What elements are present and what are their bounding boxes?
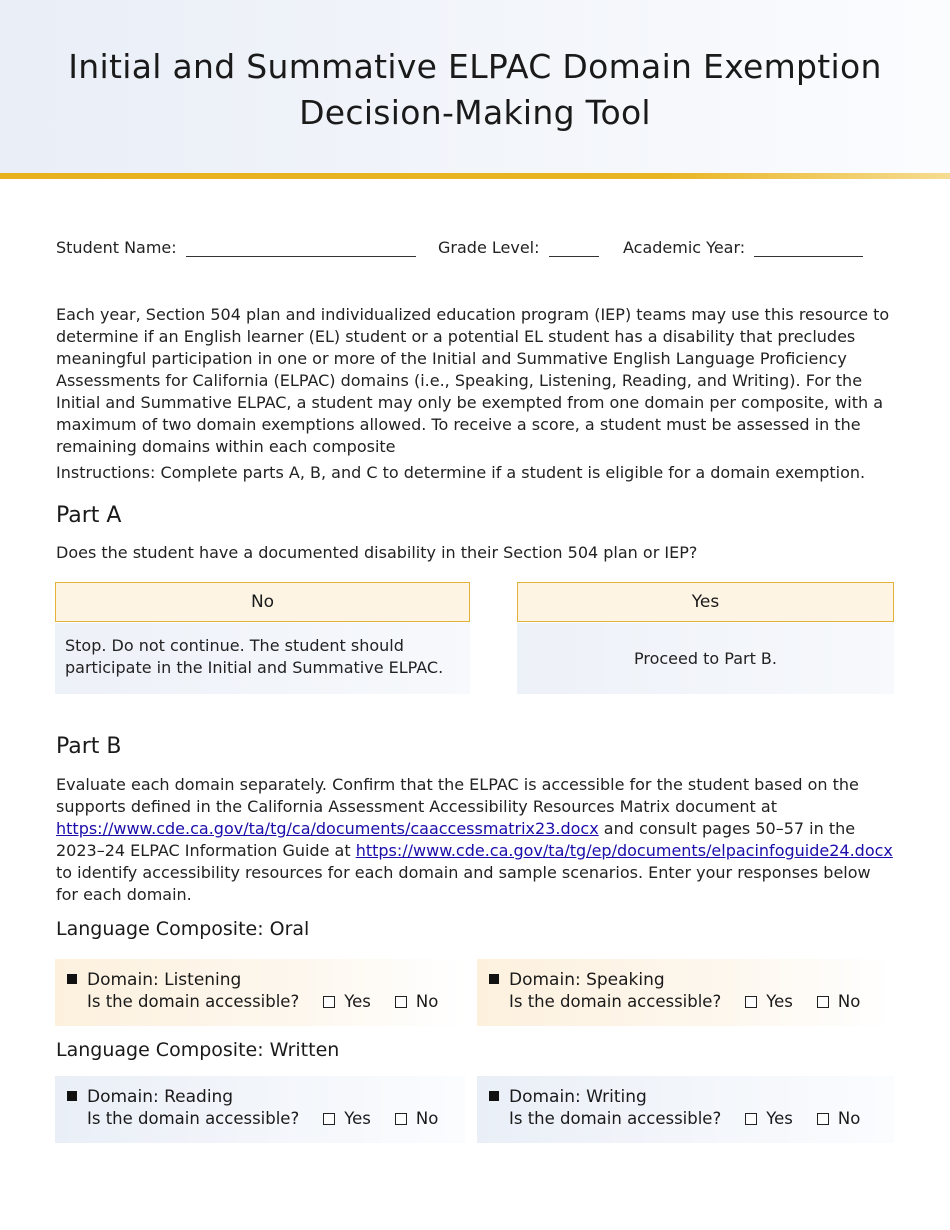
academic-year-field bbox=[623, 238, 863, 257]
student-info-row bbox=[56, 238, 910, 260]
speaking-yes-checkbox[interactable] bbox=[745, 996, 757, 1008]
domain-reading-label: Domain: Reading bbox=[87, 1087, 234, 1107]
student-name-field bbox=[56, 238, 416, 257]
domain-speaking-label: Domain: Speaking bbox=[509, 970, 665, 990]
academic-year-input[interactable] bbox=[754, 238, 863, 257]
grade-level-label: Grade Level: bbox=[438, 238, 540, 257]
bullet-icon bbox=[67, 974, 77, 984]
page-title bbox=[0, 44, 950, 136]
yes-label: Yes bbox=[766, 992, 793, 1011]
title-line-1: Initial and Summative ELPAC Domain Exemption bbox=[68, 47, 882, 86]
bullet-icon bbox=[489, 974, 499, 984]
instructions-text: Instructions: Complete parts A, B, and C to determine if a student is eligible for a domain exemption. bbox=[56, 463, 866, 482]
yes-label: Yes bbox=[344, 992, 371, 1011]
part-a-no-header: No bbox=[55, 582, 470, 622]
domain-listening bbox=[55, 959, 465, 1026]
part-a-yes-header: Yes bbox=[517, 582, 894, 622]
academic-year-label: Academic Year: bbox=[623, 238, 746, 257]
oral-composite-heading: Language Composite: Oral bbox=[56, 918, 310, 940]
accessible-question: Is the domain accessible? bbox=[509, 992, 722, 1011]
part-a-no-content: Stop. Do not continue. The student should participate in the Initial and Summative ELPAC. bbox=[55, 623, 470, 694]
part-b-text-2: and consult pages 50–57 in the 2023–24 ELPAC Information Guide at bbox=[56, 819, 856, 860]
domain-writing-label: Domain: Writing bbox=[509, 1087, 647, 1107]
domain-reading bbox=[55, 1076, 465, 1143]
writing-yes-checkbox[interactable] bbox=[745, 1113, 757, 1125]
domain-speaking bbox=[477, 959, 894, 1026]
part-b-text-3: to identify accessibility resources for each domain and sample scenarios. Enter your responses below for each domain. bbox=[56, 863, 871, 904]
part-a-yes-content: Proceed to Part B. bbox=[517, 623, 894, 694]
speaking-no-checkbox[interactable] bbox=[817, 996, 829, 1008]
writing-no-checkbox[interactable] bbox=[817, 1113, 829, 1125]
intro-paragraph: Each year, Section 504 plan and individualized education program (IEP) teams may use this resource to determine if an English learner (EL) student or a potential EL student has a disability that precludes meaningful participation in one or more of the Initial and Summative English Language Proficiency Assessments for California (ELPAC) domains (i.e., Speaking, Listening, Reading, and Writing). For the Initial and Summative ELPAC, a student may only be exempted from one domain per composite, with a maximum of two domain exemptions allowed. To receive a score, a student must be assessed in the remaining domains within each composite bbox=[56, 305, 890, 456]
part-a-question: Does the student have a documented disability in their Section 504 plan or IEP? bbox=[56, 543, 698, 562]
domain-writing bbox=[477, 1076, 894, 1143]
reading-yes-checkbox[interactable] bbox=[323, 1113, 335, 1125]
student-name-input[interactable] bbox=[186, 238, 416, 257]
accessible-question: Is the domain accessible? bbox=[87, 992, 300, 1011]
part-b-paragraph bbox=[56, 774, 896, 906]
grade-level-input[interactable] bbox=[549, 238, 599, 257]
yes-label: Yes bbox=[344, 1109, 371, 1128]
written-composite-heading: Language Composite: Written bbox=[56, 1039, 340, 1061]
domain-listening-label: Domain: Listening bbox=[87, 970, 242, 990]
part-a-heading: Part A bbox=[56, 503, 122, 528]
bullet-icon bbox=[489, 1091, 499, 1101]
accessible-question: Is the domain accessible? bbox=[509, 1109, 722, 1128]
accessible-question: Is the domain accessible? bbox=[87, 1109, 300, 1128]
elpac-info-guide-link[interactable]: https://www.cde.ca.gov/ta/tg/ep/documents/elpacinfoguide24.docx bbox=[355, 841, 893, 860]
title-line-2: Decision-Making Tool bbox=[299, 93, 651, 132]
yes-label: Yes bbox=[766, 1109, 793, 1128]
listening-no-checkbox[interactable] bbox=[395, 996, 407, 1008]
bullet-icon bbox=[67, 1091, 77, 1101]
listening-yes-checkbox[interactable] bbox=[323, 996, 335, 1008]
part-b-text-1: Evaluate each domain separately. Confirm that the ELPAC is accessible for the student based on the supports defined in the California Assessment Accessibility Resources Matrix document at bbox=[56, 775, 859, 816]
no-label: No bbox=[415, 1109, 439, 1128]
page-header bbox=[0, 0, 950, 173]
accessibility-matrix-link[interactable]: https://www.cde.ca.gov/ta/tg/ca/documents/caaccessmatrix23.docx bbox=[56, 819, 599, 838]
no-label: No bbox=[837, 992, 861, 1011]
reading-no-checkbox[interactable] bbox=[395, 1113, 407, 1125]
student-name-label: Student Name: bbox=[56, 238, 177, 257]
header-divider bbox=[0, 173, 950, 179]
no-label: No bbox=[415, 992, 439, 1011]
part-b-heading: Part B bbox=[56, 734, 122, 759]
grade-level-field bbox=[438, 238, 599, 257]
no-label: No bbox=[837, 1109, 861, 1128]
